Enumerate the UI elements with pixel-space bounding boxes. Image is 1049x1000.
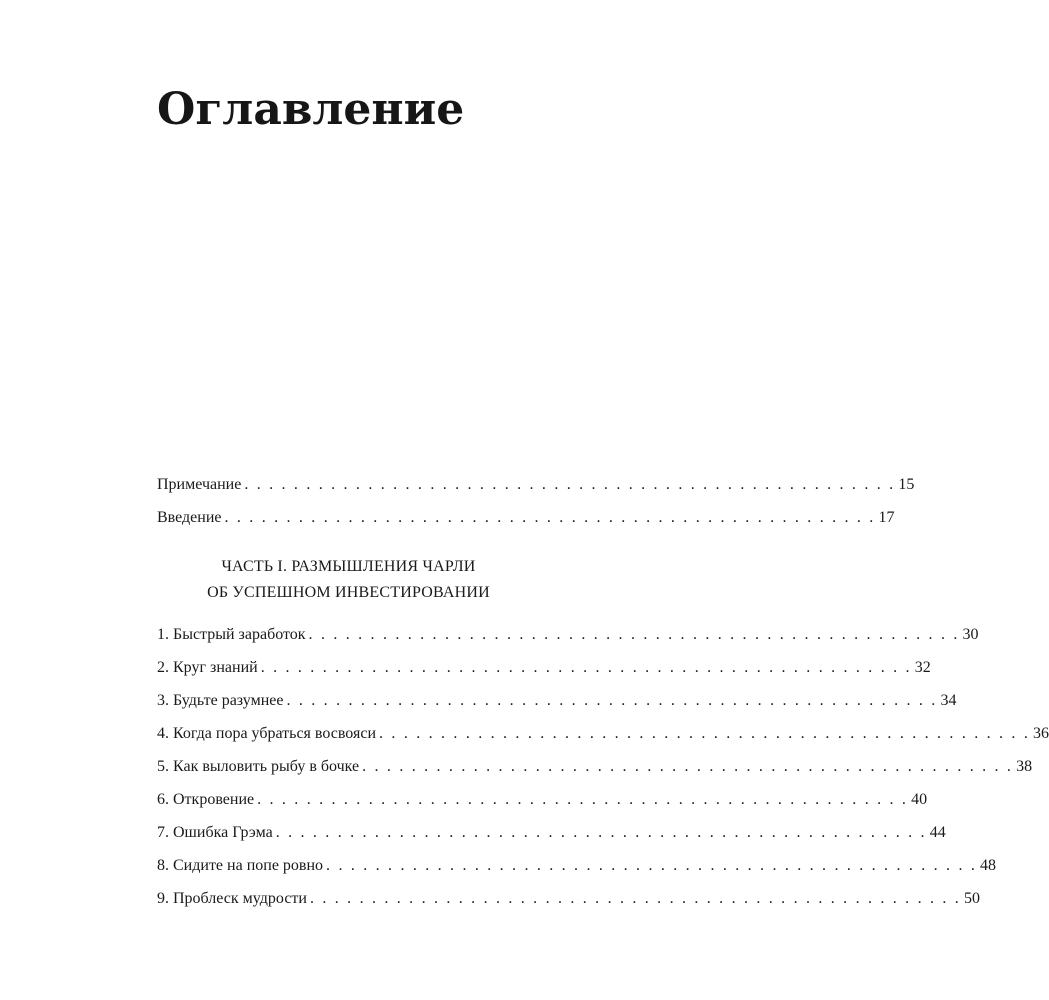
toc-leader-dots: . . . . . . . . . . . . . . . . . . . . . . . . . . . . . . . . . . . . . . . . . . . . . . . . . . . . . bbox=[224, 509, 876, 526]
toc-leader-dots: . . . . . . . . . . . . . . . . . . . . . . . . . . . . . . . . . . . . . . . . . . . . . . . . . . . . . bbox=[286, 692, 938, 709]
part-heading bbox=[157, 554, 540, 606]
toc-entry-label: Введение bbox=[157, 509, 222, 526]
toc-page-number: 38 bbox=[1016, 758, 1033, 775]
toc-entry-label: 2. Круг знаний bbox=[157, 659, 258, 676]
page-title: Оглавление bbox=[157, 84, 465, 135]
toc-page-number: 17 bbox=[878, 509, 895, 526]
toc-page-number: 50 bbox=[963, 890, 980, 907]
toc-entry-chapter-4[interactable] bbox=[157, 725, 1049, 758]
toc-entry-label: 8. Сидите на попе ровно bbox=[157, 857, 324, 874]
toc-page-number: 30 bbox=[962, 626, 979, 643]
toc-entry-chapter-9[interactable] bbox=[157, 890, 980, 923]
toc-leader-dots: . . . . . . . . . . . . . . . . . . . . . . . . . . . . . . . . . . . . . . . . . . . . . . . . . . . . . bbox=[326, 857, 978, 874]
toc-entry-chapter-1[interactable] bbox=[157, 626, 979, 659]
part-heading-line-1: ЧАСТЬ I. РАЗМЫШЛЕНИЯ ЧАРЛИ bbox=[221, 558, 476, 575]
toc-entry-chapter-8[interactable] bbox=[157, 857, 997, 890]
toc-page-number: 36 bbox=[1033, 725, 1049, 742]
toc-leader-dots: . . . . . . . . . . . . . . . . . . . . . . . . . . . . . . . . . . . . . . . . . . . . . . . . . . . . . bbox=[308, 626, 960, 643]
toc-entry-label: 4. Когда пора убраться восвояси bbox=[157, 725, 377, 742]
toc-entry-label: 5. Как выловить рыбу в бочке bbox=[157, 758, 360, 775]
toc-page-number: 32 bbox=[914, 659, 931, 676]
toc-entry-chapter-3[interactable] bbox=[157, 692, 957, 725]
part-heading-line-2: ОБ УСПЕШНОМ ИНВЕСТИРОВАНИИ bbox=[207, 584, 490, 601]
toc-entry-introduction[interactable] bbox=[157, 509, 895, 542]
toc-leader-dots: . . . . . . . . . . . . . . . . . . . . . . . . . . . . . . . . . . . . . . . . . . . . . . . . . . . . . bbox=[379, 725, 1031, 742]
toc-entry-notes[interactable] bbox=[157, 476, 915, 509]
toc-entry-label: 1. Быстрый заработок bbox=[157, 626, 306, 643]
toc-entry-label: 6. Откровение bbox=[157, 791, 255, 808]
toc-leader-dots: . . . . . . . . . . . . . . . . . . . . . . . . . . . . . . . . . . . . . . . . . . . . . . . . . . . . . bbox=[309, 890, 961, 907]
toc-entry-label: 7. Ошибка Грэма bbox=[157, 824, 273, 841]
toc-page-number: 48 bbox=[980, 857, 997, 874]
toc-leader-dots: . . . . . . . . . . . . . . . . . . . . . . . . . . . . . . . . . . . . . . . . . . . . . . . . . . . . . bbox=[244, 476, 896, 493]
toc-entry-label: 9. Проблеск мудрости bbox=[157, 890, 307, 907]
toc-leader-dots: . . . . . . . . . . . . . . . . . . . . . . . . . . . . . . . . . . . . . . . . . . . . . . . . . . . . . bbox=[260, 659, 912, 676]
toc-entry-chapter-5[interactable] bbox=[157, 758, 1033, 791]
toc-page-number: 40 bbox=[911, 791, 928, 808]
toc-entry-label: 3. Будьте разумнее bbox=[157, 692, 284, 709]
toc-entry-chapter-2[interactable] bbox=[157, 659, 931, 692]
toc-leader-dots: . . . . . . . . . . . . . . . . . . . . . . . . . . . . . . . . . . . . . . . . . . . . . . . . . . . . . bbox=[257, 791, 909, 808]
table-of-contents bbox=[157, 476, 1049, 923]
toc-page-number: 34 bbox=[940, 692, 957, 709]
toc-page-number: 15 bbox=[898, 476, 915, 493]
toc-page-number: 44 bbox=[929, 824, 946, 841]
toc-entry-chapter-7[interactable] bbox=[157, 824, 946, 857]
toc-leader-dots: . . . . . . . . . . . . . . . . . . . . . . . . . . . . . . . . . . . . . . . . . . . . . . . . . . . . . bbox=[275, 824, 927, 841]
toc-entry-chapter-6[interactable] bbox=[157, 791, 928, 824]
toc-entry-label: Примечание bbox=[157, 476, 242, 493]
toc-leader-dots: . . . . . . . . . . . . . . . . . . . . . . . . . . . . . . . . . . . . . . . . . . . . . . . . . . . . . bbox=[362, 758, 1014, 775]
